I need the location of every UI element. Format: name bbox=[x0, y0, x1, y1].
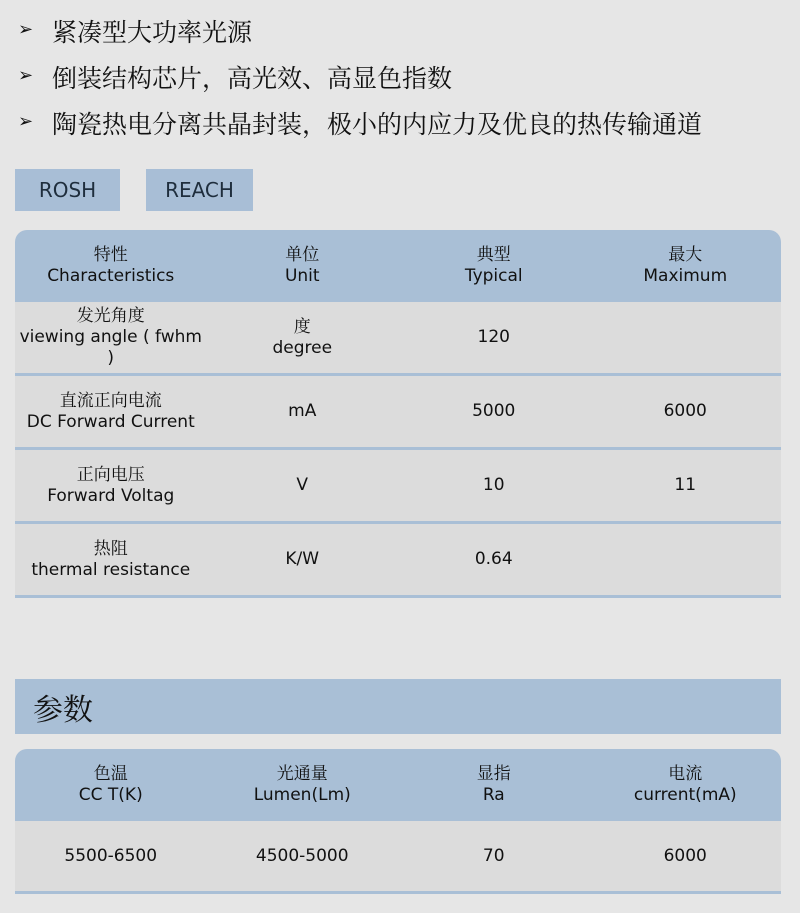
row-maximum bbox=[590, 302, 782, 373]
table-row bbox=[15, 524, 781, 598]
header-lumen: 光通量 Lumen(Lm) bbox=[253, 764, 351, 805]
header-cct: 色温 CC T(K) bbox=[78, 764, 143, 805]
feature-list bbox=[18, 8, 702, 146]
row-maximum: 6000 bbox=[663, 401, 707, 421]
spec-table-header bbox=[15, 230, 781, 302]
row-characteristic: 正向电压 Forward Voltag bbox=[47, 464, 175, 506]
feature-text: 倒装结构芯片，高光效、高显色指数 bbox=[52, 64, 453, 93]
row-ra: 70 bbox=[482, 845, 505, 866]
header-typical: 典型 Typical bbox=[464, 245, 523, 286]
row-unit: V bbox=[296, 475, 309, 495]
param-section-title bbox=[15, 679, 781, 734]
row-characteristic: 热阻 thermal resistance bbox=[31, 538, 191, 580]
rosh-badge: ROSH bbox=[15, 169, 120, 211]
row-typical: 10 bbox=[482, 475, 505, 495]
row-maximum bbox=[590, 524, 782, 595]
header-unit: 单位 Unit bbox=[284, 245, 320, 286]
arrow-bullet-icon: ➢ bbox=[18, 18, 34, 40]
param-table-header bbox=[15, 749, 781, 821]
row-unit: K/W bbox=[285, 549, 320, 569]
header-current: 电流 current(mA) bbox=[633, 764, 737, 805]
row-typical: 0.64 bbox=[474, 549, 513, 569]
row-unit: mA bbox=[288, 401, 317, 421]
row-characteristic: 直流正向电流 DC Forward Current bbox=[26, 390, 195, 432]
row-cct: 5500-6500 bbox=[64, 845, 158, 866]
feature-item bbox=[18, 100, 702, 146]
arrow-bullet-icon: ➢ bbox=[18, 110, 34, 132]
table-row bbox=[15, 821, 781, 894]
row-typical: 5000 bbox=[472, 401, 516, 421]
row-typical: 120 bbox=[477, 327, 510, 347]
header-maximum: 最大 Maximum bbox=[643, 245, 728, 286]
row-unit: 度 degree bbox=[272, 316, 333, 358]
arrow-bullet-icon: ➢ bbox=[18, 64, 34, 86]
table-row bbox=[15, 302, 781, 376]
row-maximum: 11 bbox=[674, 475, 697, 495]
header-ra: 显指 Ra bbox=[476, 764, 511, 805]
row-characteristic: 发光角度 viewing angle ( fwhm ) bbox=[19, 306, 202, 368]
header-characteristics: 特性 Characteristics bbox=[47, 245, 175, 286]
param-table bbox=[15, 749, 781, 894]
feature-text: 紧凑型大功率光源 bbox=[52, 18, 253, 47]
feature-text: 陶瓷热电分离共晶封装，极小的内应力及优良的热传输通道 bbox=[52, 110, 703, 139]
certification-badges bbox=[15, 169, 253, 211]
table-row bbox=[15, 376, 781, 450]
feature-item bbox=[18, 8, 702, 54]
row-current: 6000 bbox=[663, 845, 707, 866]
spec-table bbox=[15, 230, 781, 598]
table-row bbox=[15, 450, 781, 524]
row-lumen: 4500-5000 bbox=[255, 845, 349, 866]
section-heading: 参数 bbox=[33, 692, 93, 728]
reach-badge: REACH bbox=[146, 169, 253, 211]
feature-item bbox=[18, 54, 702, 100]
